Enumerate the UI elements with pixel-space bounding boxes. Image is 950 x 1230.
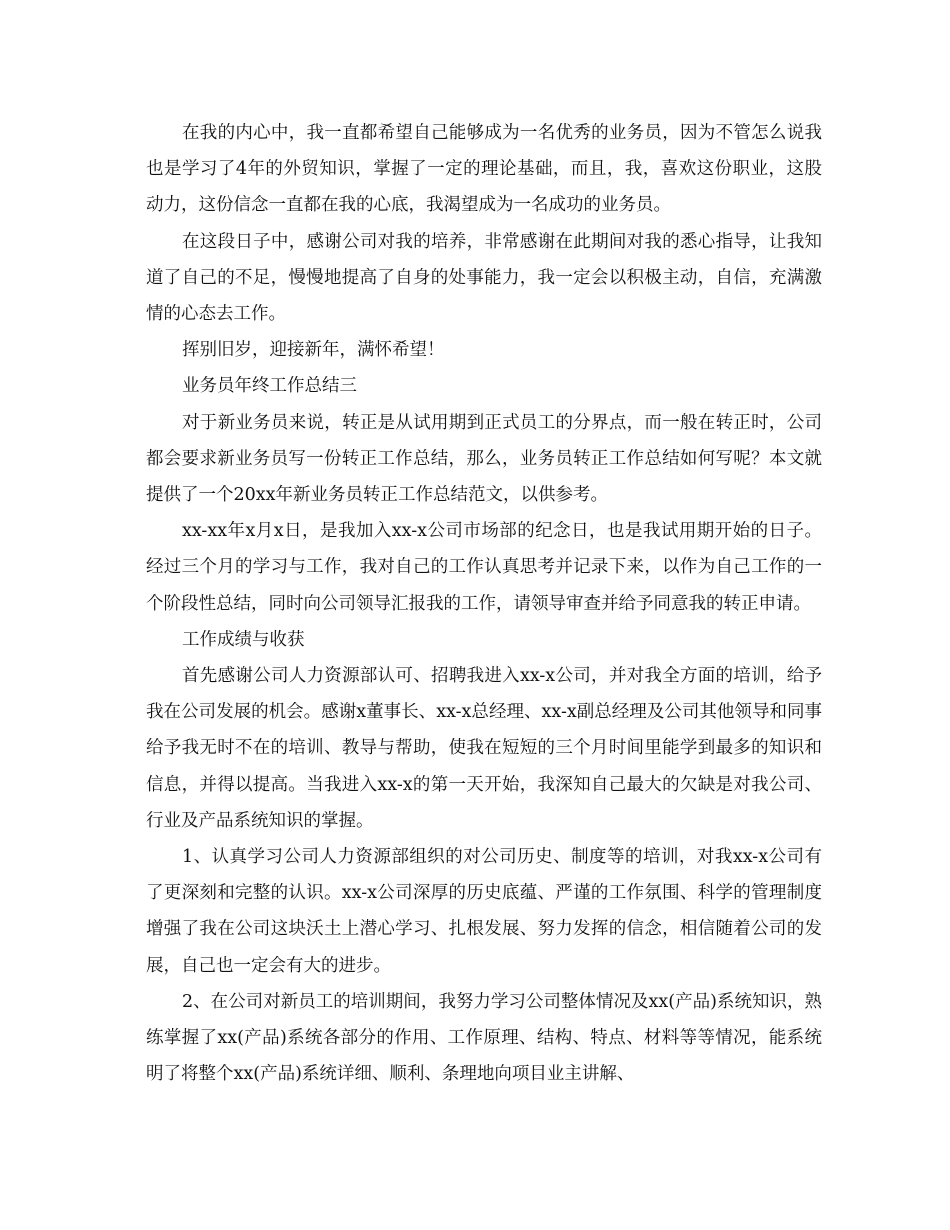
section-heading-achievements: 工作成绩与收获 — [182, 629, 305, 650]
paragraph-anniversary: xx-xx年x月x日，是我加入xx-x公司市场部的纪念日，也是我试用期开始的日子。经过三个月的学习与工作，我对自己的工作认真思考并记录下来，以作为自己工作的一个阶段性总结，同时向公司领导汇报我的工作，请领导审查并给予同意我的转正申请。 — [146, 521, 822, 614]
list-item-1: 1、认真学习公司人力资源部组织的对公司历史、制度等的培训，对我xx-x公司有了更深刻和完整的认识。xx-x公司深厚的历史底蕴、严谨的工作氛围、科学的管理制度增强了我在公司这块沃土上潜心学习、扎根发展、努力发挥的信念，相信随着公司的发展，自己也一定会有大的进步。 — [146, 847, 822, 976]
section-heading-summary-three: 业务员年终工作总结三 — [182, 376, 357, 397]
paragraph-intro: 对于新业务员来说，转正是从试用期到正式员工的分界点，而一般在转正时，公司都会要求新业务员写一份转正工作总结，那么，业务员转正工作总结如何写呢？本文就提供了一个20xx年新业务员转正工作总结范文，以供参考。 — [146, 412, 822, 506]
paragraph-aspiration: 在我的内心中，我一直都希望自己能够成为一名优秀的业务员，因为不管怎么说我也是学习了4年的外贸知识，掌握了一定的理论基础，而且，我，喜欢这份职业，这股动力，这份信念一直都在我的心底，我渴望成为一名成功的业务员。 — [146, 123, 822, 216]
paragraph-gratitude: 在这段日子中，感谢公司对我的培养，非常感谢在此期间对我的悉心指导，让我知道了自己的不足，慢慢地提高了自身的处事能力，我一定会以积极主动，自信，充满激情的心态去工作。 — [146, 231, 822, 325]
list-item-2: 2、在公司对新员工的培训期间，我努力学习公司整体情况及xx(产品)系统知识，熟练掌握了xx(产品)系统各部分的作用、工作原理、结构、特点、材料等等情况，能系统明了将整个xx(产品)系统详细、顺利、条理地向项目业主讲解、 — [146, 991, 822, 1085]
paragraph-thanks: 首先感谢公司人力资源部认可、招聘我进入xx-x公司，并对我全方面的培训，给予我在公司发展的机会。感谢x董事长、xx-x总经理、xx-x副总经理及公司其他领导和同事给予我无时不在的培训、教导与帮助，使我在短短的三个月时间里能学到最多的知识和信息，并得以提高。当我进入xx-x的第一天开始，我深知自己最大的欠缺是对我公司、行业及产品系统知识的掌握。 — [146, 666, 822, 831]
paragraph-new-year: 挥别旧岁，迎接新年，满怀希望！ — [182, 340, 445, 361]
